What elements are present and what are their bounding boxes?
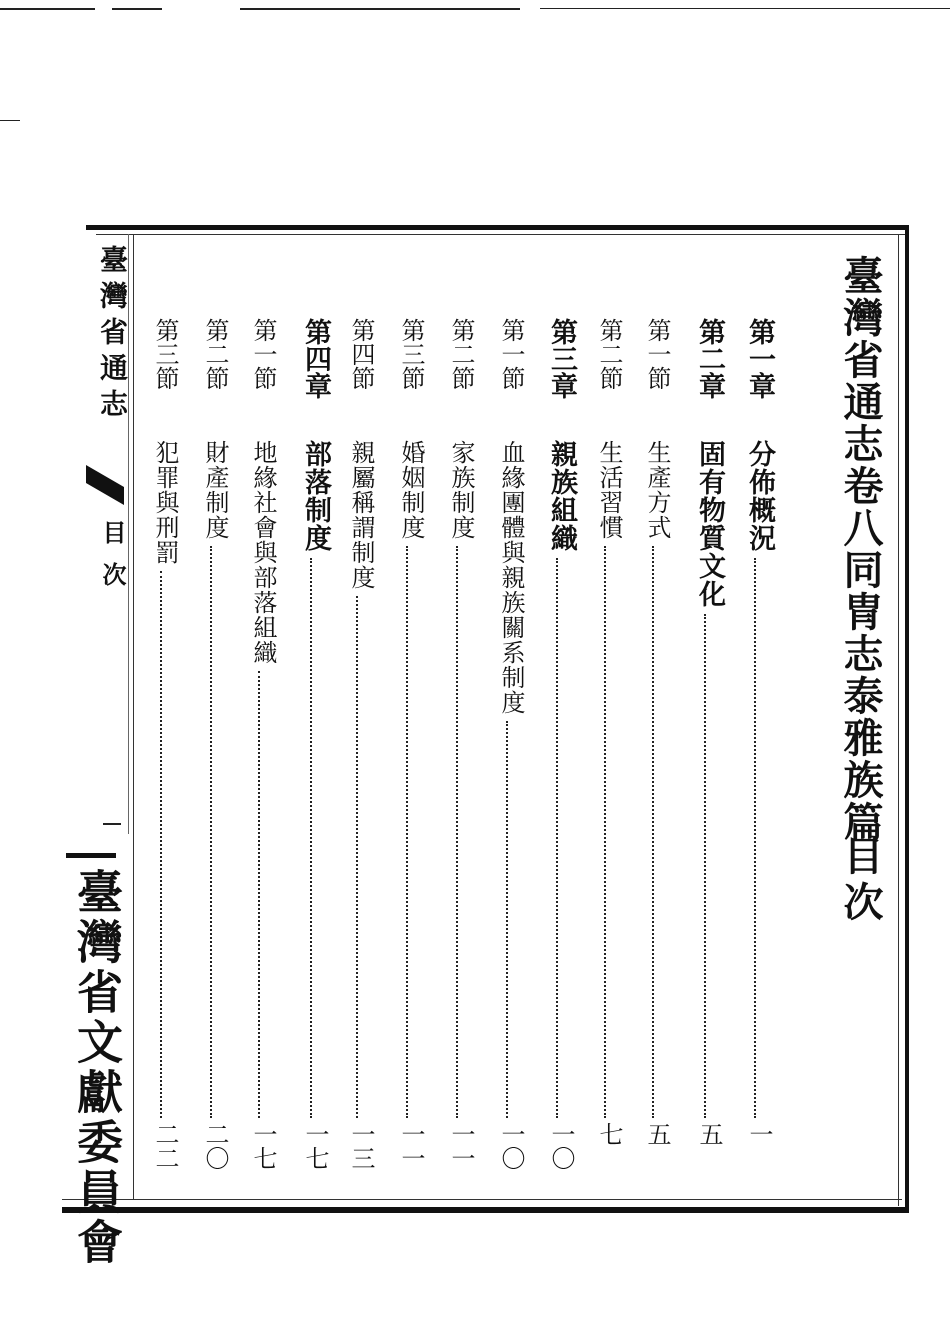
- toc-entry-title: 血緣團體與親族關系制度: [497, 440, 525, 715]
- toc-leader-dots: [604, 546, 606, 1118]
- toc-entry-title: 地緣社會與部落組織: [249, 440, 277, 665]
- toc-entry-label: 第一節: [643, 318, 671, 390]
- toc-page-number: 五: [643, 1122, 671, 1146]
- publisher-rule: [66, 853, 116, 858]
- frame-top-border: [86, 225, 908, 230]
- toc-entry-label: 第一節: [249, 318, 277, 390]
- publisher-name: 臺灣省文獻委員會: [70, 868, 124, 1268]
- scan-edge-line: [0, 8, 95, 10]
- toc-entry-title: 固有物質文化: [694, 440, 725, 608]
- scan-edge-line: [112, 8, 162, 10]
- frame-bottom-border: [62, 1207, 909, 1213]
- toc-entry-title: 婚姻制度: [397, 440, 425, 540]
- toc-page-number: 二〇: [201, 1122, 229, 1170]
- scan-edge-line: [0, 120, 20, 121]
- toc-page-number: 二二: [151, 1122, 179, 1170]
- toc-page-number: 五: [695, 1122, 723, 1146]
- frame-bottom-inner-border: [62, 1199, 902, 1200]
- toc-entry-title: 分佈概況: [744, 440, 775, 552]
- toc-entry-label: 第一章: [744, 318, 775, 399]
- toc-page-number: 一〇: [497, 1122, 525, 1170]
- toc-entry-title: 親屬稱謂制度: [347, 440, 375, 590]
- toc-entry-label: 第三節: [397, 318, 425, 390]
- toc-leader-dots: [506, 721, 508, 1118]
- toc-entry-label: 第一節: [497, 318, 525, 390]
- margin-section-title: 目次: [98, 520, 127, 604]
- toc-entry-label: 第三章: [546, 318, 577, 399]
- fish-tail-mark: [86, 465, 124, 505]
- toc-leader-dots: [310, 558, 312, 1118]
- toc-leader-dots: [704, 614, 706, 1118]
- toc-entry-label: 第二章: [694, 318, 725, 399]
- toc-entry-label: 第二節: [595, 318, 623, 390]
- toc-leader-dots: [754, 558, 756, 1118]
- toc-page-number: 一七: [249, 1122, 277, 1170]
- toc-page-number: 一一: [397, 1122, 425, 1170]
- toc-leader-dots: [160, 571, 162, 1118]
- toc-page-number: 一七: [301, 1122, 329, 1170]
- margin-book-title: 臺灣省通志: [96, 245, 129, 425]
- toc-entry-label: 第三節: [151, 318, 179, 390]
- gutter-rule: [133, 234, 134, 1200]
- toc-leader-dots: [406, 546, 408, 1118]
- toc-entry-title: 生產方式: [643, 440, 671, 540]
- toc-leader-dots: [456, 546, 458, 1118]
- frame-top-inner-border: [96, 234, 906, 235]
- toc-leader-dots: [258, 671, 260, 1118]
- toc-page-number: 一: [745, 1122, 773, 1146]
- toc-leader-dots: [556, 558, 558, 1118]
- toc-page-number: 一〇: [547, 1122, 575, 1170]
- toc-page-number: 一一: [447, 1122, 475, 1170]
- frame-right-inner-border: [898, 234, 899, 1206]
- toc-page-number: 一三: [347, 1122, 375, 1170]
- page-title: 臺灣省通志卷八同冑志泰雅族篇: [837, 255, 884, 843]
- toc-entry-label: 第四章: [300, 318, 331, 399]
- toc-entry-label: 第四節: [347, 318, 375, 390]
- margin-page-number: [103, 823, 121, 825]
- toc-entry-title: 部落制度: [300, 440, 331, 552]
- scan-edge-line: [540, 8, 950, 9]
- toc-entry-title: 家族制度: [447, 440, 475, 540]
- scan-edge-line: [240, 8, 520, 10]
- page-title-suffix: 目次: [837, 835, 884, 927]
- toc-entry-title: 犯罪與刑罰: [151, 440, 179, 565]
- toc-entry-title: 生活習慣: [595, 440, 623, 540]
- toc-leader-dots: [652, 546, 654, 1118]
- toc-entry-title: 親族組織: [546, 440, 577, 552]
- toc-entry-title: 財產制度: [201, 440, 229, 540]
- toc-entry-label: 第二節: [447, 318, 475, 390]
- frame-right-border: [905, 225, 909, 1213]
- toc-leader-dots: [210, 546, 212, 1118]
- toc-leader-dots: [356, 596, 358, 1118]
- toc-entry-label: 第二節: [201, 318, 229, 390]
- toc-page-number: 七: [595, 1122, 623, 1146]
